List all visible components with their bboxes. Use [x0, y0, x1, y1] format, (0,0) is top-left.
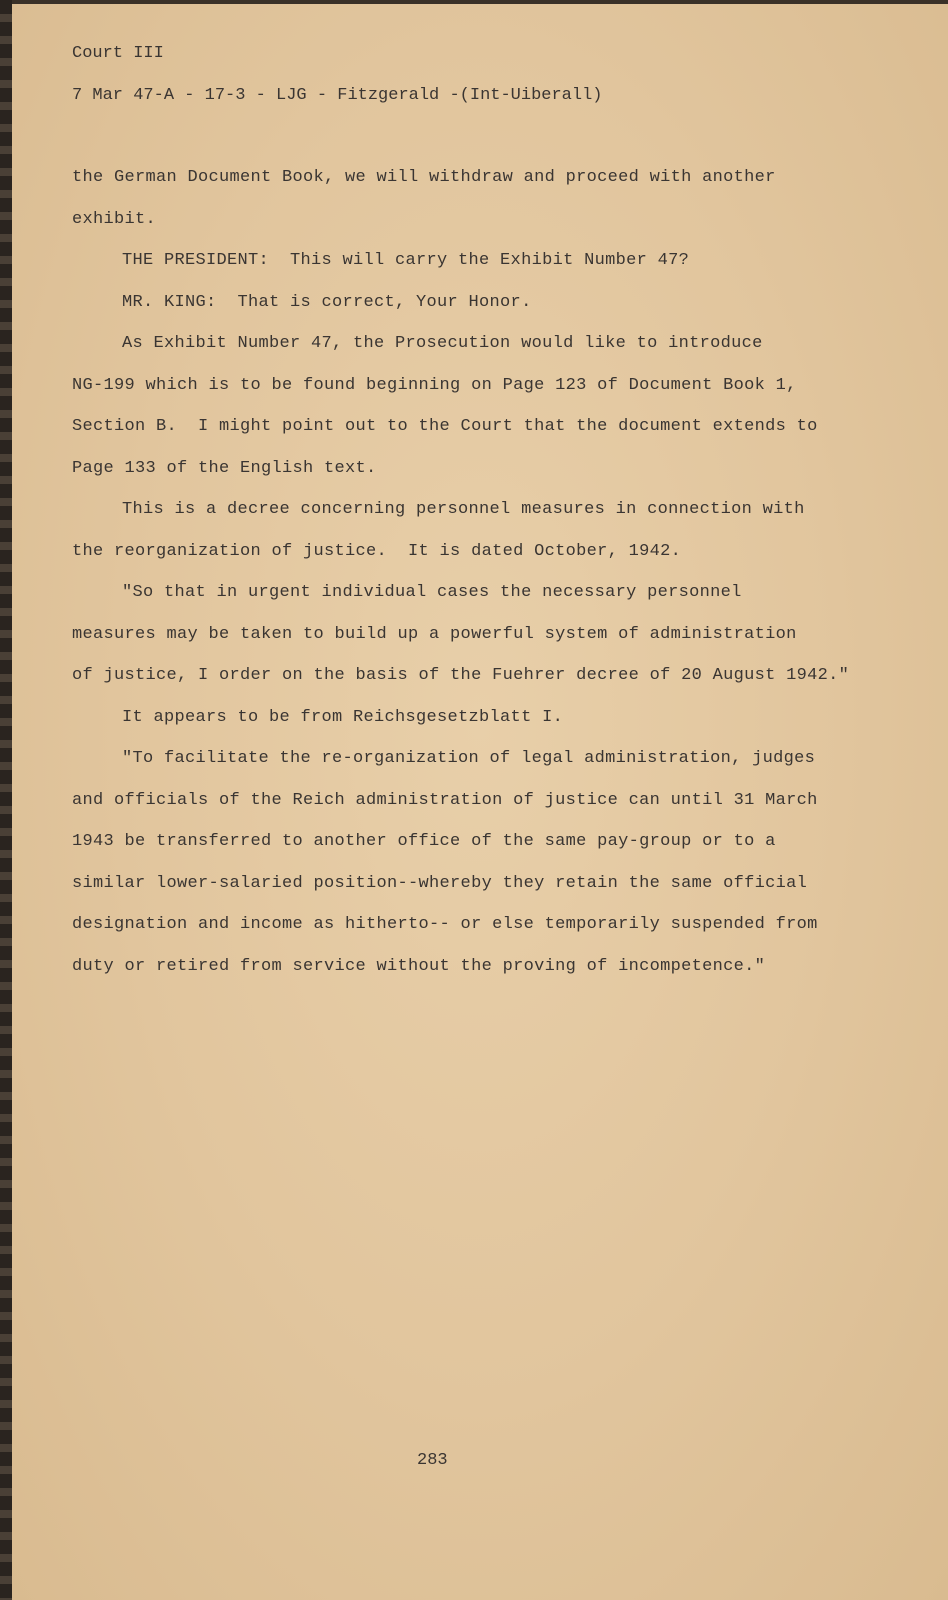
text-line: similar lower-salaried position--whereby they retain the same official [72, 873, 808, 893]
text-line: Section B. I might point out to the Court that the document extends to [72, 417, 818, 436]
text-line: of justice, I order on the basis of the Fuehrer decree of 20 August 1942." [72, 666, 850, 685]
text-line: As Exhibit Number 47, the Prosecution would like to introduce [122, 334, 763, 353]
court-header: Court III [72, 44, 164, 63]
text-line: "So that in urgent individual cases the necessary personnel [122, 583, 742, 602]
text-line: THE PRESIDENT: This will carry the Exhibit Number 47? [122, 251, 690, 270]
text-line: and officials of the Reich administration of justice can until 31 March [72, 790, 818, 810]
text-line: duty or retired from service without the proving of incompetence." [72, 956, 766, 976]
text-line: MR. KING: That is correct, Your Honor. [122, 292, 532, 312]
text-line: This is a decree concerning personnel measures in connection with [122, 500, 805, 519]
text-line: exhibit. [72, 209, 157, 229]
text-line: It appears to be from Reichsgesetzblatt I. [122, 707, 564, 727]
text-line: designation and income as hitherto-- or else temporarily suspended from [72, 915, 818, 934]
text-line: "To facilitate the re-organization of legal administration, judges [122, 749, 816, 768]
text-line: the German Document Book, we will withdraw and proceed with another [72, 168, 776, 187]
binder-edge [0, 0, 12, 1600]
text-line: 1943 be transferred to another office of the same pay-group or to a [72, 832, 776, 851]
page-number: 283 [417, 1451, 448, 1470]
text-line: Page 133 of the English text. [72, 458, 377, 478]
text-line: the reorganization of justice. It is dated October, 1942. [72, 541, 682, 561]
text-line: measures may be taken to build up a powerful system of administration [72, 624, 797, 644]
text-line: NG-199 which is to be found beginning on Page 123 of Document Book 1, [72, 375, 797, 395]
document-page [12, 4, 948, 1600]
session-header: 7 Mar 47-A - 17-3 - LJG - Fitzgerald -(Int-Uiberall) [72, 86, 603, 105]
